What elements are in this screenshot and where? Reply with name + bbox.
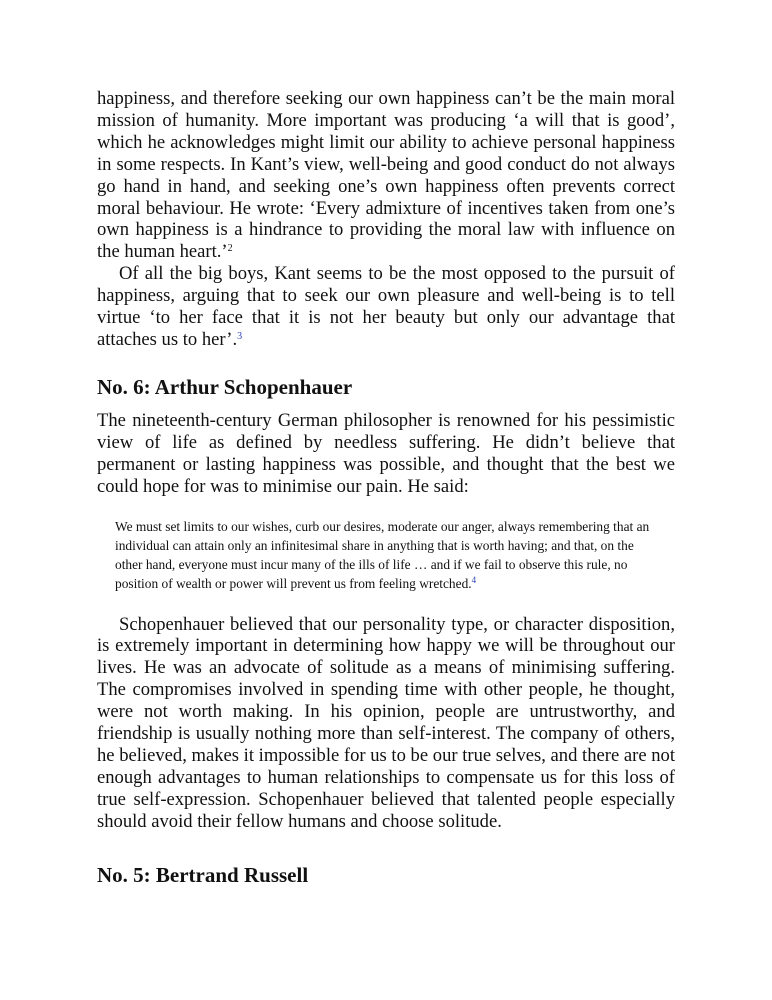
footnote-link-3[interactable]: 3 bbox=[237, 330, 243, 342]
paragraph-schopenhauer-solitude bbox=[97, 614, 675, 833]
footnote-link-4[interactable]: 4 bbox=[471, 574, 477, 585]
section-heading-schopenhauer: No. 6: Arthur Schopenhauer bbox=[97, 374, 353, 399]
page-content bbox=[97, 88, 675, 888]
quote-text: We must set limits to our wishes, curb our desires, moderate our anger, always remembering that an individual can attain only an infinitesimal share in anything that is worth having; and that, on the other hand, everyone must incur many of the ills of life … and if we fail to observe this rule, no position of wealth or power will prevent us from feeling wretched. bbox=[115, 518, 650, 591]
paragraph-text: The nineteenth-century German philosopher is renowned for his pessimistic view of life as defined by needless suffering. He didn’t believe that permanent or lasting happiness was possible, and thought that the best we could hope for was to minimise our pain. He said: bbox=[97, 409, 675, 497]
paragraph-kant-continued bbox=[97, 88, 675, 263]
paragraph-kant-opposition bbox=[97, 263, 675, 351]
paragraph-text: happiness, and therefore seeking our own happiness can’t be the main moral mission of humanity. More important was producing ‘a will that is good’, which he acknowledges might limit our ability to achieve personal happiness in some respects. In Kant’s view, well-being and good conduct do not always go hand in hand, and seeking one’s own happiness often prevents correct moral behaviour. He wrote: ‘Every admixture of incentives taken from one’s own happiness is a hindrance to providing the moral law with influence on the human heart.’ bbox=[97, 88, 675, 263]
block-quote-schopenhauer bbox=[115, 517, 660, 593]
paragraph-schopenhauer-intro bbox=[97, 410, 675, 498]
paragraph-text: Schopenhauer believed that our personality type, or character disposition, is extremely important in determining how happy we will be throughout our lives. He was an advocate of solitude as a means of minimising suffering. The compromises involved in spending time with other people, he thought, were not worth making. In his opinion, people are untrustworthy, and friendship is usually nothing more than self-interest. The company of others, he believed, makes it impossible for us to be our true selves, and there are not enough advantages to human relationships to compensate us for this loss of true self-expression. Schopenhauer believed that talented people especially should avoid their fellow humans and choose solitude. bbox=[97, 613, 675, 832]
footnote-marker-2[interactable]: 2 bbox=[227, 243, 233, 255]
paragraph-text: Of all the big boys, Kant seems to be the most opposed to the pursuit of happiness, arguing that to seek our own pleasure and well-being is to tell virtue ‘to her face that it is not her beauty but only our advantage that attaches us to her’. bbox=[97, 263, 675, 350]
section-heading-russell: No. 5: Bertrand Russell bbox=[97, 862, 309, 887]
